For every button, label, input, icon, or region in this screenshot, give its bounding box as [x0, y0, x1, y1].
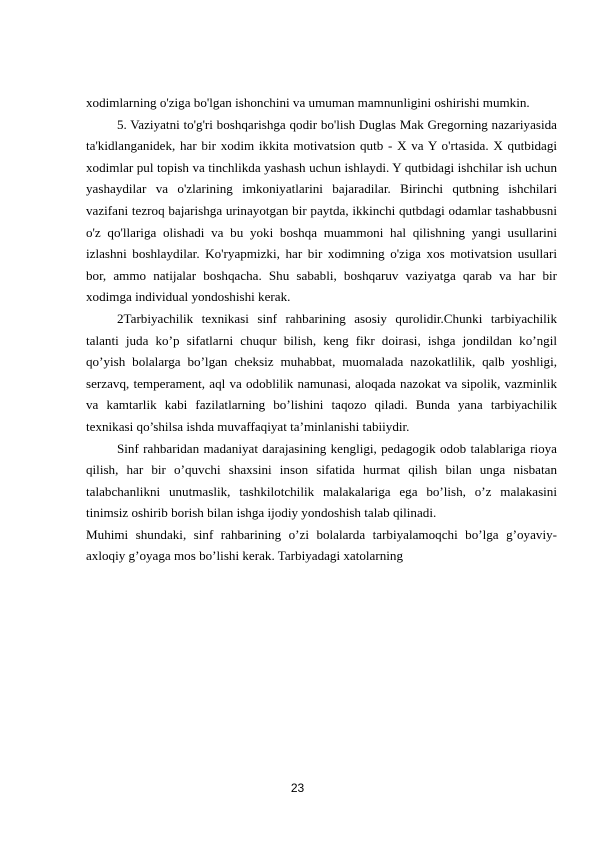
paragraph-class-teacher-requirements: Sinf rahbaridan madaniyat darajasining kengligi, pedagogik odob talablariga rioya qilish, har bir o’quvchi shaxsini inson sifatida hurmat qilish bilan unga nisbatan talabchanlikni unutmaslik, tashkilotchilik malakalariga ega bo’lish, o’z malakasini tinimsiz oshirib borish bilan ishga ijodiy yondoshish talab qilinadi. [86, 440, 557, 521]
page-number: 23 [290, 781, 305, 795]
body-text [86, 92, 557, 567]
paragraph-conclusion: Muhimi shundaki, sinf rahbarining o’zi bolalarda tarbiyalamoqchi bo’lga g’oyaviy-axloqiy g’oyaga mos bo’lishi kerak. Tarbiyadagi xatolarning [86, 526, 557, 564]
paragraph-continuation: xodimlarning o'ziga bo'lgan ishonchini va umuman mamnunligini oshirishi mumkin. [86, 95, 530, 110]
paragraph-educator-technique: 2Tarbiyachilik texnikasi sinf rahbarining asosiy qurolidir.Chunki tarbiyachilik talanti juda ko’p sifatlarni chuqur bilish, keng fikr doirasi, ishga jondildan ko’ngil qo’yish bolalarga bo’lgan cheksiz muhabbat, muomalada nazokatlilik, qalb yoshligi, serzavq, temperament, aql va odoblilik namunasi, aloqada nazokat va sipolik, vazminlik va kamtarlik kabi fazilatlarning bo’lishini taqozo qiladi. Bunda yana tarbiyachilik texnikasi qo’shilsa ishda muvaffaqiyat ta’minlanishi tabiiydir. [86, 310, 557, 434]
paragraph-situation-management: 5. Vaziyatni to'g'ri boshqarishga qodir bo'lish Duglas Mak Gregorning nazariyasida ta'kidlanganidek, har bir xodim ikkita motivatsion qutb - X va Y o'rtasida. X qutbidagi xodimlar pul topish va tinchlikda yashash uchun ishlaydi. Y qutbidagi ishchilar ish uchun yashaydilar va o'zlarining imkoniyatlarini bajaradilar. Birinchi qutbning ishchilari vazifani tezroq bajarishga urinayotgan bir paytda, ikkinchi qutbdagi odamlar tashabbusni o'z qo'llariga olishadi va bu yoki boshqa muammoni hal qilishning yangi usullarini izlashni boshlaydilar. Ko'ryapmizki, har bir xodimning o'ziga xos motivatsion usullari bor, ammo natijalar boshqacha. Shu sababli, boshqaruv vaziyatga qarab va har bir xodimga individual yondoshishi kerak. [86, 116, 557, 305]
